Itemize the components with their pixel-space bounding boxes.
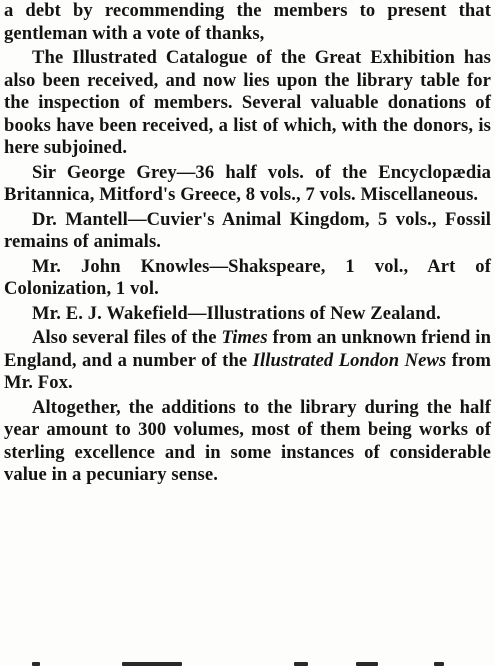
- donation-mr-john-knowles: [4, 256, 491, 301]
- paragraph-text: Mr. E. J. Wakefield—Illustrations of New Zealand.: [32, 302, 441, 324]
- donation-dr-mantell: [4, 209, 491, 254]
- paragraph-times-and-news: [4, 327, 491, 395]
- text-segment: from Mr. Fox.: [4, 349, 492, 393]
- donation-sir-george-grey: [4, 162, 491, 207]
- paragraph-text: The Illustrated Catalogue of the Great Exhibition has also been received, and now lies upon the library table for the inspection of members. Several valuable donations of books have been received, a list of which, with the donors, is here subjoined.: [4, 47, 491, 158]
- cropped-glyph: [32, 662, 40, 666]
- cropped-next-line: [4, 658, 491, 666]
- cropped-glyph: [122, 662, 182, 666]
- paragraph-text: Dr. Mantell—Cuvier's Animal Kingdom, 5 vols., Fossil remains of animals.: [4, 208, 491, 252]
- title-times: Times: [221, 327, 268, 348]
- paragraph-altogether: [4, 397, 491, 487]
- paragraph-text: Mr. John Knowles—Shakspeare, 1 vol., Art of Colonization, 1 vol.: [4, 255, 491, 299]
- cropped-glyph: [294, 662, 308, 666]
- text-segment: Also several files of the: [32, 327, 222, 348]
- cropped-glyph: [434, 662, 444, 666]
- paragraph-text: Altogether, the additions to the library during the half year amount to 300 volumes, most of them being works of sterling excellence and in some instances of considerable value in a pecuniary sense.: [4, 396, 491, 485]
- paragraph-illustrated-catalogue: [4, 47, 491, 160]
- donation-mr-wakefield: [4, 303, 491, 326]
- paragraph-text: Sir George Grey—36 half vols. of the Encyclopædia Britannica, Mitford's Greece, 8 vols., 7 vols. Miscellaneous.: [4, 161, 491, 205]
- text-segment: from an unknown friend in England, and a number of the: [4, 327, 492, 371]
- text-column: [4, 0, 491, 487]
- cropped-glyph: [356, 662, 378, 666]
- title-illustrated-london-news: Illustrated London News: [252, 349, 447, 371]
- paragraph-text: a debt by recommending the members to present that gentleman with a vote of thanks,: [4, 0, 491, 44]
- paragraph-vote-of-thanks: [4, 0, 491, 45]
